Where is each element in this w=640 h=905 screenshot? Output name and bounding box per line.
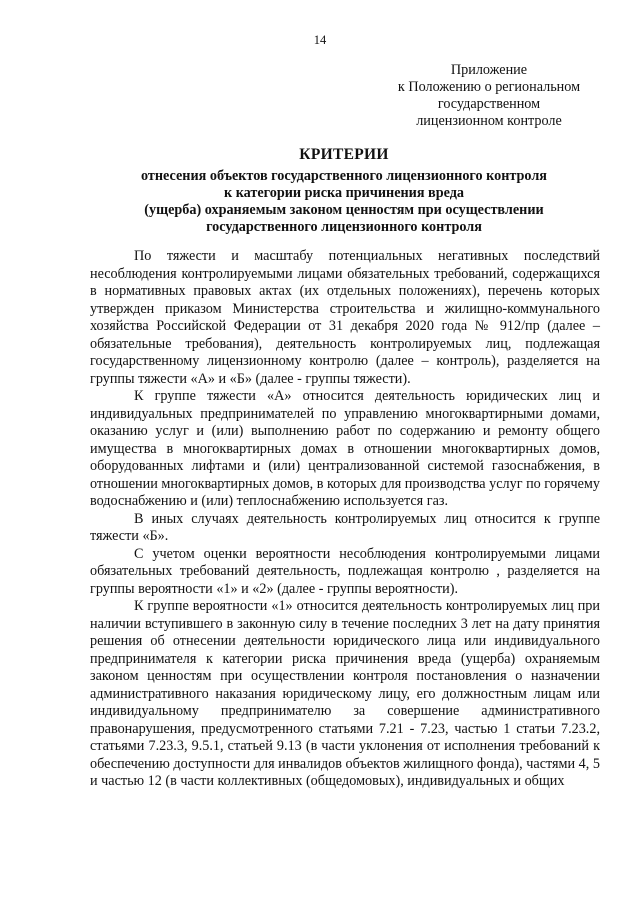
- title-line: к категории риска причинения вреда: [224, 185, 464, 201]
- paragraph: К группе вероятности «1» относится деятельность контролируемых лиц при наличии вступившего в законную силу в течение последних 3 лет на дату принятия решения об отнесении деятельности юридического лица или индивидуального предпринимателя к категории риска причинения вреда (ущерба) охраняемым законом ценностям при осуществлении контроля постановления о назначении административного наказания юридическому лицу, его должностным лицам или индивидуальному предпринимателю за совершение административного правонарушения, предусмотренного статьями 7.21 - 7.23, частью 1 статьи 7.23.2, статьями 7.23.3, 9.5.1, статьей 9.13 (в части уклонения от исполнения требований к обеспечению доступности для инвалидов объектов жилищного фонда), частями 4, 5 и частью 12 (в части коллективных (общедомовых), индивидуальных и общих: [90, 598, 600, 789]
- title-line: (ущерба) охраняемым законом ценностям при осуществлении: [144, 202, 544, 218]
- document-body: [90, 248, 600, 791]
- paragraph: В иных случаях деятельность контролируемых лиц относится к группе тяжести «Б».: [90, 510, 600, 544]
- appendix-line: к Положению о региональном: [397, 79, 581, 95]
- appendix-line: лицензионном контроле: [416, 113, 562, 129]
- title-line: отнесения объектов государственного лицензионного контроля: [141, 168, 547, 184]
- appendix-line: Приложение: [450, 62, 528, 78]
- document-title: [88, 145, 600, 236]
- paragraph: С учетом оценки вероятности несоблюдения контролируемыми лицами обязательных требований деятельность, подлежащая контролю , разделяется на группы вероятности «1» и «2» (далее - группы вероятности).: [90, 545, 600, 597]
- title-line: государственного лицензионного контроля: [206, 219, 482, 235]
- appendix-line: государственном: [437, 96, 541, 112]
- paragraph: По тяжести и масштабу потенциальных негативных последствий несоблюдения контролируемыми лицами обязательных требований, содержащихся в нормативных правовых актах (их отдельных положениях), перечень которых утвержден приказом Министерства строительства и жилищно-коммунального хозяйства Российской Федерации от 31 декабря 2020 года № 912/пр (далее – обязательные требования), деятельность контролируемых лиц, подлежащая государственному лицензионному контролю (далее – контроль), разделяется на группы тяжести «А» и «Б» (далее - группы тяжести).: [90, 248, 600, 387]
- appendix-heading: [382, 62, 596, 130]
- title-main: КРИТЕРИИ: [299, 146, 389, 163]
- page-number: 14: [313, 33, 327, 47]
- paragraph: К группе тяжести «А» относится деятельность юридических лиц и индивидуальных предпринимателей по управлению многоквартирными домами, оказанию услуг и (или) выполнению работ по содержанию и ремонту общего имущества в многоквартирных домах в отношении многоквартирных домов, оборудованных лифтами и (или) централизованной системой газоснабжения, в отношении многоквартирных домов, в которых для производства услуг по горячему водоснабжению и (или) теплоснабжению используется газ.: [90, 388, 600, 509]
